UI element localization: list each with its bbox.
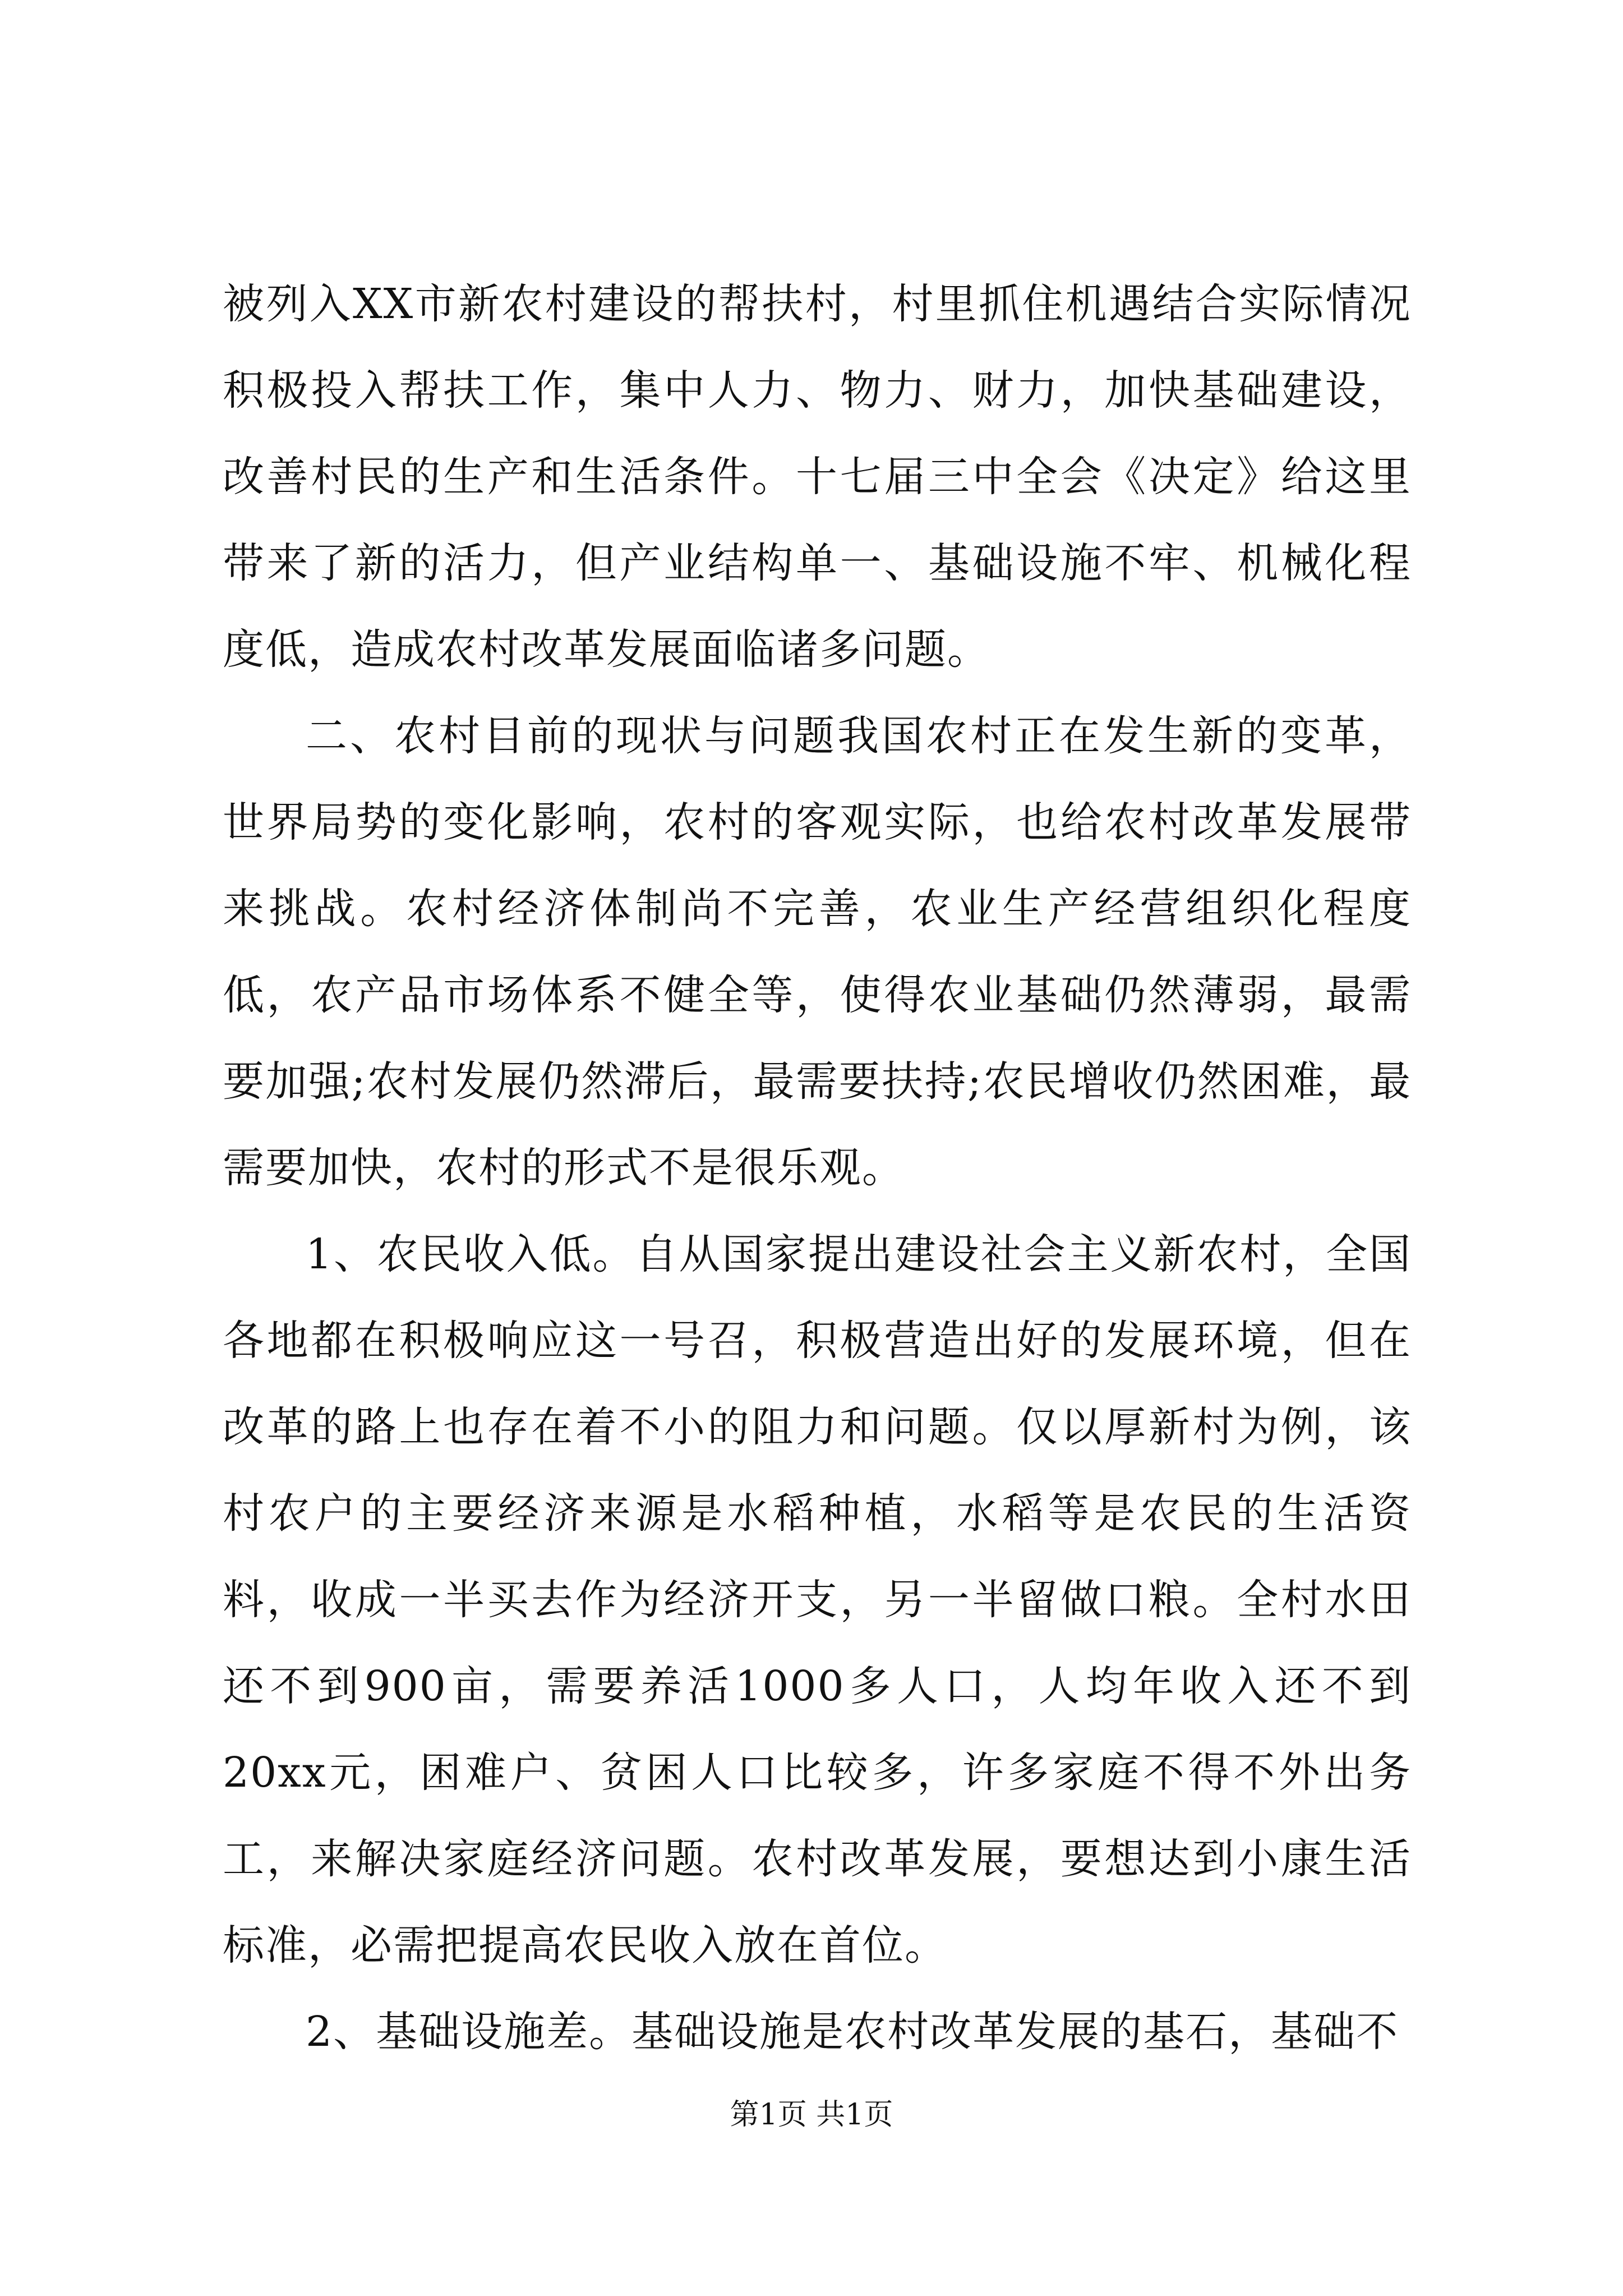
paragraph-1: 被列入XX市新农村建设的帮扶村，村里抓住机遇结合实际情况积极投入帮扶工作，集中人力、物力、财力，加快基础建设，改善村民的生产和生活条件。十七届三中全会《决定》给这里带来了新的活力，但产业结构单一、基础设施不牢、机械化程度低，造成农村改革发展面临诸多问题。: [223, 280, 1412, 674]
paragraph-3: 1、农民收入低。自从国家提出建设社会主义新农村，全国各地都在积极响应这一号召，积极营造出好的发展环境，但在改革的路上也存在着不小的阻力和问题。仅以厚新村为例，该村农户的主要经济来源是水稻种植，水稻等是农民的生活资料，收成一半买去作为经济开支，另一半留做口粮。全村水田还不到900亩，需要养活1000多人口，人均年收入还不到20xx元，困难户、贫困人口比较多，许多家庭不得不外出务工，来解决家庭经济问题。农村改革发展，要想达到小康生活标准，必需把提高农民收入放在首位。: [223, 1230, 1412, 1970]
page-footer: 第1页 共1页: [730, 2098, 893, 2132]
paragraph-2: 二、农村目前的现状与问题我国农村正在发生新的变革，世界局势的变化影响，农村的客观实际，也给农村改革发展带来挑战。农村经济体制尚不完善，农业生产经营组织化程度低，农产品市场体系不健全等，使得农业基础仍然薄弱，最需要加强;农村发展仍然滞后，最需要扶持;农民增收仍然困难，最需要加快，农村的形式不是很乐观。: [223, 712, 1412, 1192]
paragraph-4: 2、基础设施差。基础设施是农村改革发展的基石，基础不: [306, 2008, 1399, 2056]
document-body: [223, 261, 1412, 2075]
